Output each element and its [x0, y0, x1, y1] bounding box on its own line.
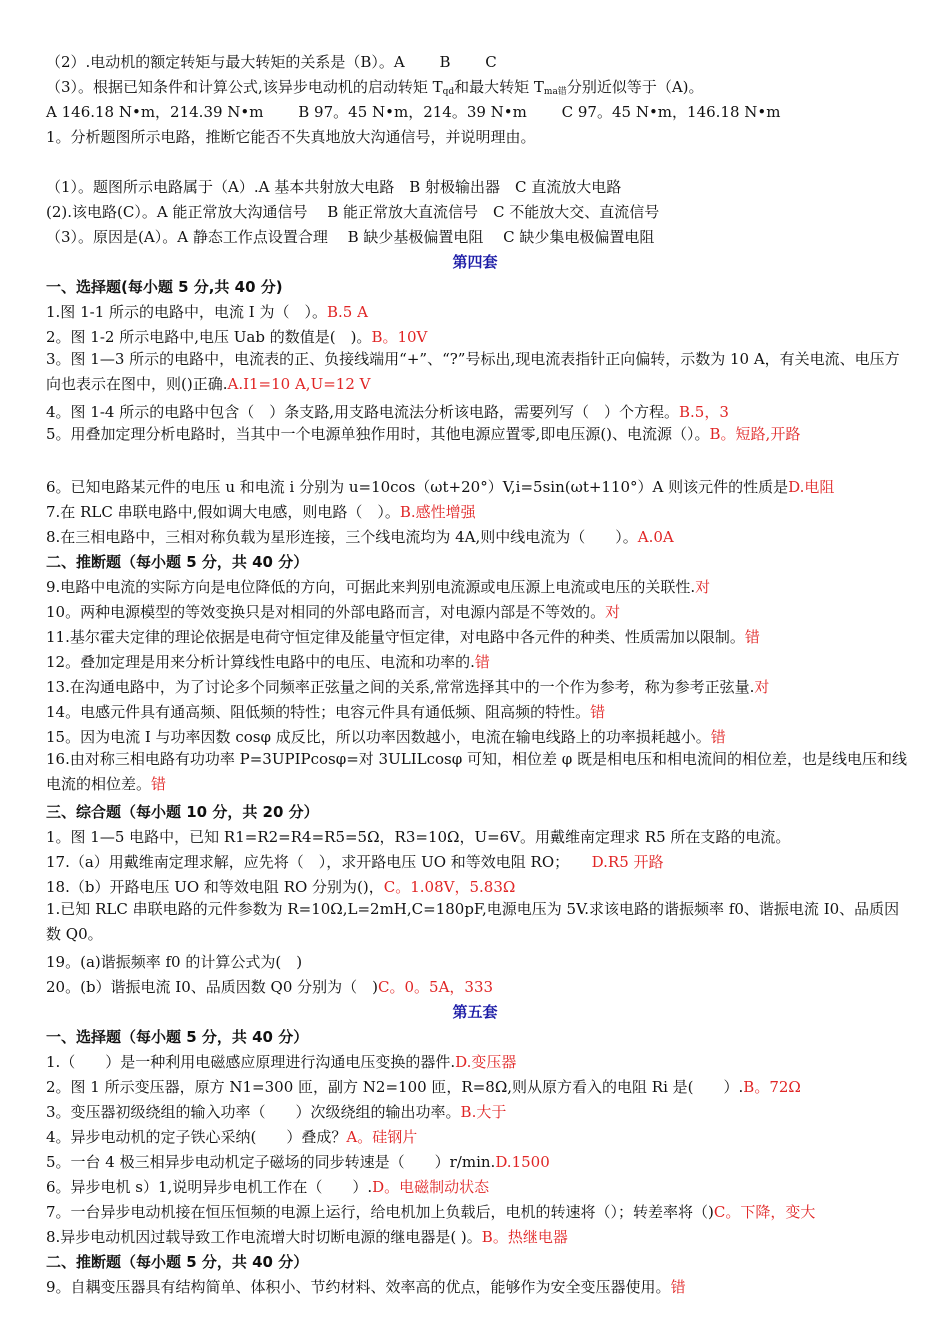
set5-question-2: 2。图 1 所示变压器，原方 N1=300 匝，副方 N2=100 匝，R=8Ω,则从原方看入的电阻 Ri 是( ）.B。72Ω	[46, 1078, 801, 1096]
set5-title: 第五套	[452, 1003, 498, 1021]
set4-question-18: 18.（b）开路电压 UO 和等效电阻 RO 分别为()，C。1.08V，5.83Ω	[46, 878, 516, 896]
answer: A。硅钢片	[346, 1128, 418, 1146]
set5-section1-heading: 一、选择题（每小题 5 分，共 40 分）	[46, 1028, 309, 1046]
set4-composite-2: 1.已知 RLC 串联电路的元件参数为 R=10Ω,L=2mH,C=180pF,电源电压为 5V.求该电路的谐振频率 f0、谐振电流 I0、品质因数 Q0。	[46, 900, 900, 943]
answer: B.5 A	[326, 303, 368, 321]
set4-question-11: 11.基尔霍夫定律的理论依据是电荷守恒定律及能量守恒定律，对电路中各元件的种类、性质需加以限制。错	[46, 628, 760, 646]
motor-q3-line	[46, 77, 908, 102]
set4-question-15: 15。因为电流 I 与功率因数 cosφ 成反比，所以功率因数越小，电流在输电线路上的功率损耗越小。错	[46, 728, 726, 746]
set4-question-16: 16.由对称三相电路有功功率 P=3UPIPcosφ=对 3ULILcosφ 可知，相位差 φ 既是相电压和相电流间的相位差，也是线电压和线电流的相位差。错	[46, 750, 908, 793]
set5-question-4: 4。异步电动机的定子铁心采纳( ）叠成？A。硅钢片	[46, 1128, 418, 1146]
set5-question-6: 6。异步电机 s）1,说明异步电机工作在（ ）.D。电磁制动状态	[46, 1178, 490, 1196]
answer: 错	[744, 628, 760, 646]
set4-question-7: 7.在 RLC 串联电路中,假如调大电感，则电路（ ）。B.感性增强	[46, 503, 476, 521]
answer: B.5，3	[679, 403, 729, 421]
answer: 对	[695, 578, 711, 596]
circuit-q2-line: (2).该电路(C）。A 能正常放大沟通信号 B 能正常放大直流信号 C 不能放大交、直流信号	[46, 203, 660, 221]
set4-composite-1: 1。图 1—5 电路中，已知 R1=R2=R4=R5=5Ω，R3=10Ω，U=6V。用戴维南定理求 R5 所在支路的电流。	[46, 828, 791, 846]
set5-question-8: 8.异步电动机因过载导致工作电流增大时切断电源的继电器是( )。B。热继电器	[46, 1228, 568, 1246]
set4-question-10: 10。两种电源模型的等效变换只是对相同的外部电路而言，对电源内部是不等效的。对	[46, 603, 621, 621]
set4-section3-heading: 三、综合题（每小题 10 分，共 20 分）	[46, 803, 319, 821]
set4-question-5: 5。用叠加定理分析电路时，当其中一个电源单独作用时，其他电源应置零,即电压源()、电流源（）。B。短路,开路	[46, 425, 801, 443]
circuit-analysis-question: 1。分析题图所示电路，推断它能否不失真地放大沟通信号，并说明理由。	[46, 128, 536, 146]
answer: 错	[670, 1278, 686, 1296]
motor-q3-options: A 146.18 N•m，214.39 N•m B 97。45 N•m，214。39 N•m C 97。45 N•m，146.18 N•m	[46, 103, 781, 121]
set4-question-8: 8.在三相电路中，三相对称负载为星形连接，三个线电流均为 4A,则中线电流为（ ）。A.0A	[46, 528, 674, 546]
set4-question-9: 9.电路中电流的实际方向是电位降低的方向，可据此来判别电流源或电压源上电流或电压的关联性.对	[46, 578, 711, 596]
answer: B。10V	[371, 328, 428, 346]
set5-question-5: 5。一台 4 极三相异步电动机定子磁场的同步转速是（ ）r/min.D.1500	[46, 1153, 550, 1171]
answer: 对	[605, 603, 621, 621]
subscript-max: ma错	[543, 87, 567, 97]
set4-question-19: 19。(a)谐振频率 f0 的计算公式为( )	[46, 953, 303, 971]
set4-question-13: 13.在沟通电路中，为了讨论多个同频率正弦量之间的关系,常常选择其中的一个作为参考，称为参考正弦量.对	[46, 678, 770, 696]
set4-question-20: 20。(b）谐振电流 I0、品质因数 Q0 分别为（ )C。0。5A，333	[46, 978, 494, 996]
answer: D。电磁制动状态	[372, 1178, 490, 1196]
answer: A.0A	[637, 528, 674, 546]
answer: C。0。5A，333	[378, 978, 494, 996]
motor-q3-text-b: 和最大转矩 T	[454, 78, 544, 96]
set4-question-6: 6。已知电路某元件的电压 u 和电流 i 分别为 u=10cos（ωt+20°）V,i=5sin(ωt+110°）A 则该元件的性质是D.电阻	[46, 478, 835, 496]
answer: 错	[474, 653, 490, 671]
answer: D.变压器	[455, 1053, 517, 1071]
motor-q3-text-a: （3）。根据已知条件和计算公式,该异步电动机的启动转矩 T	[46, 78, 443, 96]
answer: D.1500	[495, 1153, 550, 1171]
set4-question-17: 17.（a）用戴维南定理求解，应先将（ ），求开路电压 UO 和等效电阻 RO； D.R5 开路	[46, 853, 664, 871]
set4-section2-heading: 二、推断题（每小题 5 分，共 40 分）	[46, 553, 309, 571]
answer: B.感性增强	[399, 503, 476, 521]
answer: B.大于	[460, 1103, 507, 1121]
circuit-q3-line: （3）。原因是(A）。A 静态工作点设置合理 B 缺少基极偏置电阻 C 缺少集电极偏置电阻	[46, 228, 655, 246]
answer: D.R5 开路	[591, 853, 664, 871]
answer: 错	[151, 775, 167, 793]
motor-q2-line: （2）.电动机的额定转矩与最大转矩的关系是（B）。A B C	[46, 53, 497, 71]
set4-question-14: 14。电感元件具有通高频、阻低频的特性；电容元件具有通低频、阻高频的特性。错	[46, 703, 606, 721]
set5-section2-heading: 二、推断题（每小题 5 分，共 40 分）	[46, 1253, 309, 1271]
answer: C。下降，变大	[713, 1203, 816, 1221]
answer: 错	[590, 703, 606, 721]
circuit-q1-line: （1）。题图所示电路属于（A）.A 基本共射放大电路 B 射极输出器 C 直流放大电路	[46, 178, 622, 196]
answer: D.电阻	[788, 478, 835, 496]
motor-q3-text-c: 分别近似等于（A)。	[566, 78, 704, 96]
set4-title: 第四套	[452, 253, 498, 271]
set5-question-1: 1.（ ）是一种利用电磁感应原理进行沟通电压变换的器件.D.变压器	[46, 1053, 517, 1071]
answer: 对	[754, 678, 770, 696]
answer: B。热继电器	[481, 1228, 568, 1246]
set4-question-12: 12。叠加定理是用来分析计算线性电路中的电压、电流和功率的.错	[46, 653, 490, 671]
set4-question-2: 2。图 1-2 所示电路中,电压 Uab 的数值是( )。B。10V	[46, 328, 428, 346]
set5-question-9: 9。自耦变压器具有结构简单、体积小、节约材料、效率高的优点，能够作为安全变压器使用。错	[46, 1278, 686, 1296]
set4-question-4: 4。图 1-4 所示的电路中包含（ ）条支路,用支路电流法分析该电路，需要列写（ ）个方程。B.5，3	[46, 403, 729, 421]
answer: 错	[710, 728, 726, 746]
set4-question-1: 1.图 1-1 所示的电路中，电流 I 为（ ）。B.5 A	[46, 303, 368, 321]
set4-section1-heading: 一、选择题(每小题 5 分,共 40 分)	[46, 278, 283, 296]
set4-question-3: 3。图 1—3 所示的电路中，电流表的正、负接线端用“+”、“?”号标出,现电流表指针正向偏转，示数为 10 A，有关电流、电压方向也表示在图中，则()正确.A.I1=10 A,U=12 V	[46, 350, 900, 393]
set5-question-3: 3。变压器初级绕组的输入功率（ ）次级绕组的输出功率。B.大于	[46, 1103, 507, 1121]
answer: A.I1=10 A,U=12 V	[227, 375, 371, 393]
answer: B。72Ω	[743, 1078, 801, 1096]
answer: B。短路,开路	[709, 425, 801, 443]
set5-question-7: 7。一台异步电动机接在恒压恒频的电源上运行，给电机加上负载后，电机的转速将（）；转差率将（)C。下降，变大	[46, 1203, 816, 1221]
answer: C。1.08V，5.83Ω	[383, 878, 516, 896]
subscript-qd: qd	[442, 87, 455, 97]
